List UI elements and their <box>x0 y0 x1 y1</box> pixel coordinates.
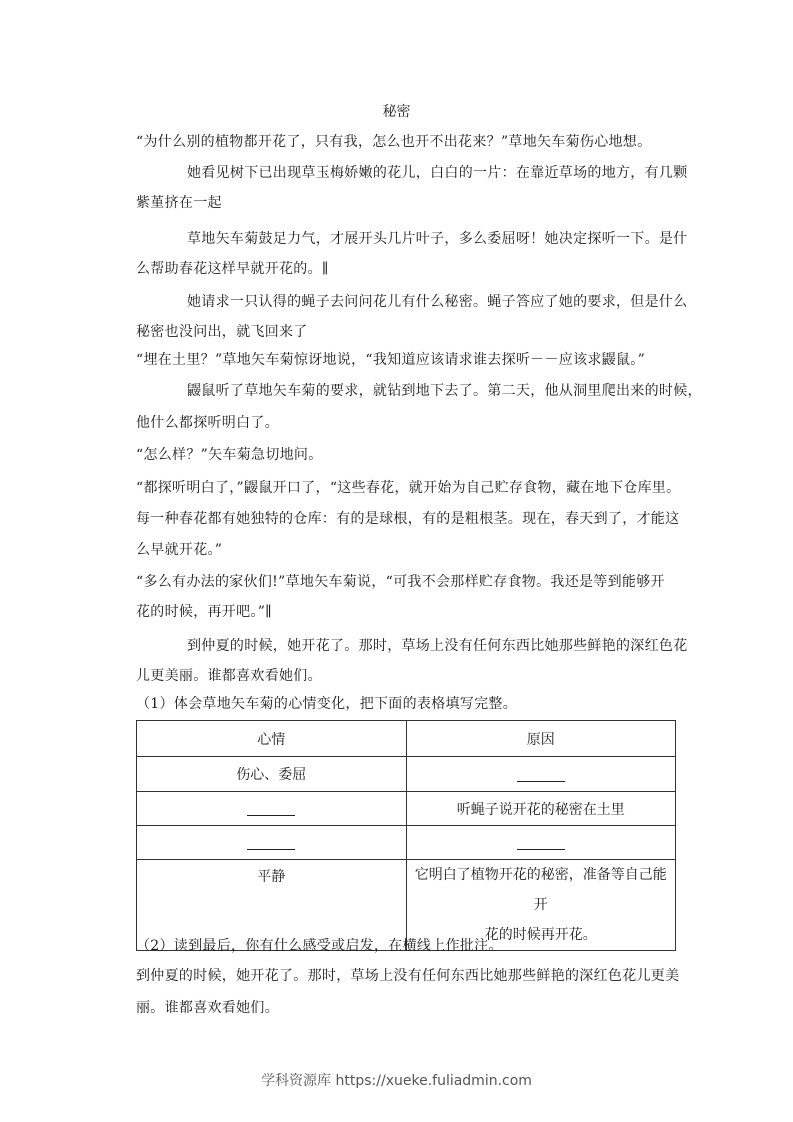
answer-line: 丽。谁都喜欢看她们。 <box>136 1000 279 1016</box>
paragraph-line: 儿更美丽。谁都喜欢看她们。 <box>136 668 322 684</box>
answer-blank[interactable] <box>247 835 295 850</box>
table-header-cell: 心情 <box>137 721 407 757</box>
paragraph-line: “多么有办法的家伙们!”草地矢车菊说，“可我不会那样贮存食物。我还是等到能够开 <box>136 574 665 590</box>
paragraph-line: 花的时候，再开吧。”∥ <box>136 604 272 620</box>
reason-text-line: 花的时候再开花。 <box>484 927 597 943</box>
paragraph-line: 紫堇挤在一起 <box>136 195 222 211</box>
mood-cell: 平静 <box>137 860 407 951</box>
reason-cell <box>406 757 676 792</box>
table-row <box>137 757 676 792</box>
table-row <box>137 792 676 826</box>
paragraph-line: “怎么样？”矢车菊急切地问。 <box>136 447 323 463</box>
mood-cell: 伤心、委屈 <box>137 757 407 792</box>
paragraph-line: 么早就开花。” <box>136 542 223 558</box>
question-2: （2）读到最后，你有什么感受或启发，在横线上作批注。 <box>136 938 503 954</box>
footer-watermark: 学科资源库 https://xueke.fuliadmin.com <box>261 1073 532 1089</box>
paragraph-line: “埋在土里？”草地矢车菊惊讶地说，“我知道应该请求谁去探听－－应该求鼹鼠。” <box>136 352 646 368</box>
mood-cell <box>137 826 407 860</box>
answer-blank[interactable] <box>517 767 565 782</box>
reason-cell: 听蝇子说开花的秘密在土里 <box>406 792 676 826</box>
table-header-row <box>137 721 676 757</box>
table-header-cell: 原因 <box>406 721 676 757</box>
paragraph-line: 草地矢车菊鼓足力气，才展开头几片叶子，多么委屈呀！她决定探听一下。是什 <box>187 231 688 247</box>
paragraph-line: 她请求一只认得的蝇子去问问花儿有什么秘密。蝇子答应了她的要求，但是什么 <box>187 294 688 310</box>
answer-blank[interactable] <box>247 801 295 816</box>
question-1: （1）体会草地矢车菊的心情变化，把下面的表格填写完整。 <box>136 696 518 712</box>
paragraph-line: “都探听明白了，”鼹鼠开口了，“这些春花，就开始为自己贮存食物，藏在地下仓库里。 <box>136 480 681 496</box>
paragraph-line: 到仲夏的时候，她开花了。那时，草场上没有任何东西比她那些鲜艳的深红色花 <box>187 638 688 654</box>
paragraph-line: 每一种春花都有她独特的仓库：有的是球根，有的是粗根茎。现在，春天到了，才能这 <box>136 511 680 527</box>
paragraph-line: 秘密也没问出，就飞回来了 <box>136 324 308 340</box>
table-row <box>137 826 676 860</box>
answer-line: 到仲夏的时候，她开花了。那时，草场上没有任何东西比她那些鲜艳的深红色花儿更美 <box>136 968 680 984</box>
paragraph-line: “为什么别的植物都开花了，只有我，怎么也开不出花来？”草地矢车菊伤心地想。 <box>136 134 652 150</box>
reason-cell <box>406 826 676 860</box>
mood-table <box>136 720 676 951</box>
mood-cell <box>137 792 407 826</box>
reason-text-line: 它明白了植物开花的秘密，准备等自己能开 <box>414 867 667 913</box>
document-title: 秘密 <box>382 104 411 120</box>
answer-blank[interactable] <box>517 835 565 850</box>
paragraph-line: 么帮助春花这样早就开花的。∥ <box>136 261 329 277</box>
paragraph-line: 他什么都探听明白了。 <box>136 415 279 431</box>
paragraph-line: 鼹鼠听了草地矢车菊的要求，就钻到地下去了。第二天，他从洞里爬出来的时候， <box>187 383 702 399</box>
paragraph-line: 她看见树下已出现草玉梅娇嫩的花儿，白白的一片：在靠近草场的地方，有几颗 <box>187 165 688 181</box>
